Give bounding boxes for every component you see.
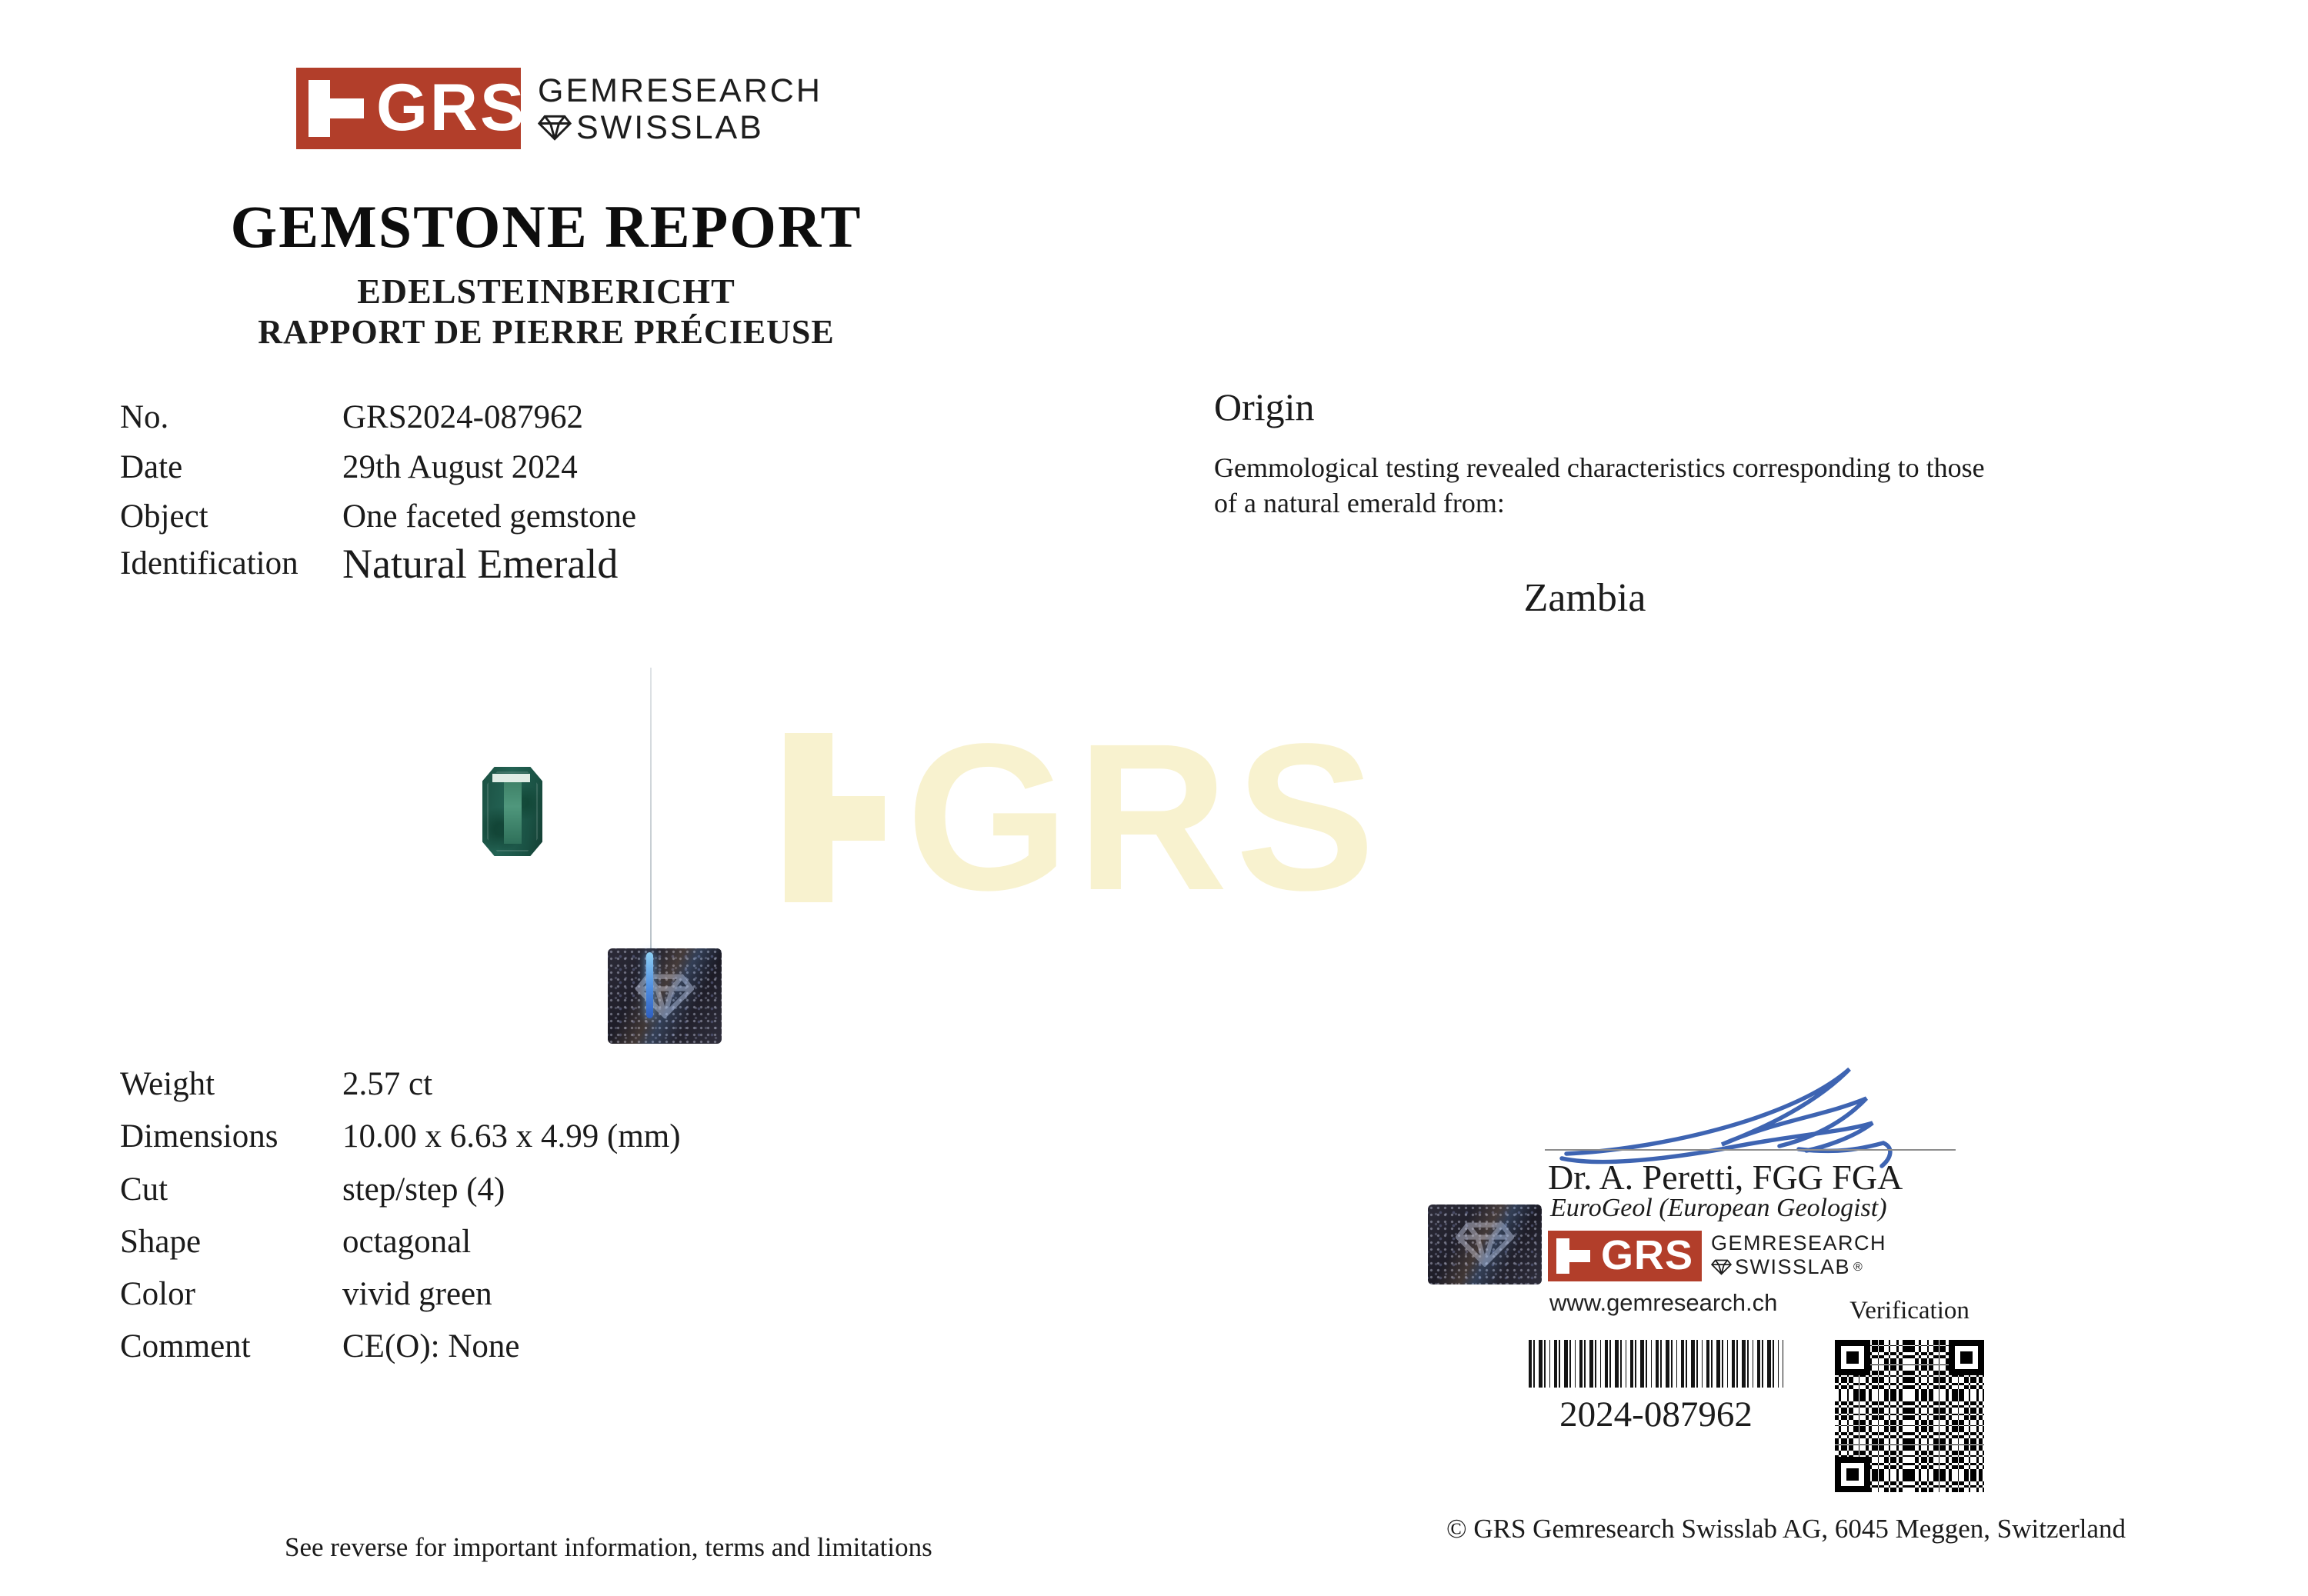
- diamond-icon: [538, 115, 572, 141]
- grs-cross-icon: [309, 80, 378, 137]
- field-row-color: [0, 1275, 1154, 1321]
- origin-heading: Origin: [1214, 385, 1315, 428]
- field-label: No.: [120, 399, 169, 435]
- field-value: GRS2024-087962: [342, 399, 583, 435]
- field-value: One faceted gemstone: [342, 498, 637, 535]
- field-label: Shape: [120, 1224, 202, 1260]
- origin-country: Zambia: [1523, 576, 1646, 620]
- field-row-comment: [0, 1328, 1154, 1374]
- grs-logo-wordmark: [538, 72, 822, 146]
- logo-swisslab-text: SWISSLAB: [576, 109, 764, 146]
- registered-mark: ®: [1853, 1261, 1864, 1274]
- field-value: 10.00 x 6.63 x 4.99 (mm): [342, 1118, 681, 1155]
- field-row-cut: [0, 1171, 1154, 1217]
- field-value: CE(O): None: [342, 1328, 520, 1364]
- emerald-photo: [482, 767, 542, 856]
- gem-photo-sticker: [608, 948, 722, 1044]
- field-value: octagonal: [342, 1224, 472, 1260]
- page-title: GEMSTONE REPORT: [230, 193, 862, 260]
- laser-reflection: [646, 952, 653, 1018]
- verification-qr-code: [1829, 1334, 1990, 1498]
- field-value: 29th August 2024: [342, 449, 578, 485]
- watermark-cross-icon: [769, 728, 885, 905]
- report-barcode: [1529, 1340, 1783, 1388]
- footer-copyright: © GRS Gemresearch Swisslab AG, 6045 Meggen, Switzerland: [1446, 1514, 2126, 1544]
- grs-logo-acronym: GRS: [1600, 1232, 1694, 1278]
- footer-reverse-note: See reverse for important information, terms and limitations: [285, 1532, 932, 1562]
- barcode-number: 2024-087962: [1559, 1394, 1753, 1434]
- website-url: www.gemresearch.ch: [1549, 1289, 1778, 1316]
- grs-logo-small: [1548, 1231, 1702, 1281]
- origin-paragraph-line1: Gemmological testing revealed characteristics corresponding to those: [1214, 452, 1985, 483]
- field-row-dimensions: [0, 1118, 1154, 1164]
- field-row-object: [0, 498, 1154, 544]
- logo-gemresearch-text: GEMRESEARCH: [538, 72, 822, 109]
- field-label: Weight: [120, 1066, 215, 1102]
- logo-gemresearch-text: GEMRESEARCH: [1711, 1231, 1887, 1254]
- subtitle-german: EDELSTEINBERICHT: [357, 272, 735, 311]
- grs-watermark: [769, 700, 1383, 934]
- signatory-credential: EuroGeol (European Geologist): [1550, 1194, 1887, 1222]
- grs-logo-acronym: GRS: [376, 71, 527, 145]
- field-row-identification: [0, 541, 1154, 591]
- signature-ink: [1543, 1057, 1902, 1169]
- thread-line: [650, 668, 652, 951]
- field-row-shape: [0, 1223, 1154, 1269]
- field-value: 2.57 ct: [342, 1066, 433, 1102]
- subtitle-french: RAPPORT DE PIERRE PRÉCIEUSE: [258, 313, 835, 351]
- origin-paragraph-line2: of a natural emerald from:: [1214, 488, 1505, 518]
- verification-label: Verification: [1849, 1297, 1969, 1324]
- field-label: Object: [120, 498, 208, 535]
- field-value: Natural Emerald: [342, 541, 619, 587]
- origin-paragraph: [1214, 450, 2045, 521]
- field-value: step/step (4): [342, 1171, 505, 1208]
- watermark-text: GRS: [906, 700, 1383, 934]
- signatory-name: Dr. A. Peretti, FGG FGA: [1548, 1158, 1903, 1197]
- field-label: Color: [120, 1276, 195, 1312]
- field-label: Dimensions: [120, 1118, 278, 1155]
- field-label: Identification: [120, 545, 299, 581]
- field-row-weight: [0, 1065, 1154, 1111]
- gem-photo-sticker-small: [1428, 1204, 1542, 1284]
- field-label: Date: [120, 449, 183, 485]
- grs-logo-small-wordmark: [1711, 1231, 1886, 1279]
- field-label: Cut: [120, 1171, 168, 1208]
- field-row-no: [0, 398, 1154, 445]
- field-label: Comment: [120, 1328, 251, 1364]
- signature-line: [1545, 1149, 1956, 1151]
- field-row-date: [0, 448, 1154, 495]
- diamond-icon: [1711, 1259, 1732, 1275]
- field-value: vivid green: [342, 1276, 492, 1312]
- logo-swisslab-text: SWISSLAB: [1735, 1255, 1851, 1278]
- grs-logo: [296, 68, 527, 149]
- grs-cross-icon: [1556, 1238, 1599, 1274]
